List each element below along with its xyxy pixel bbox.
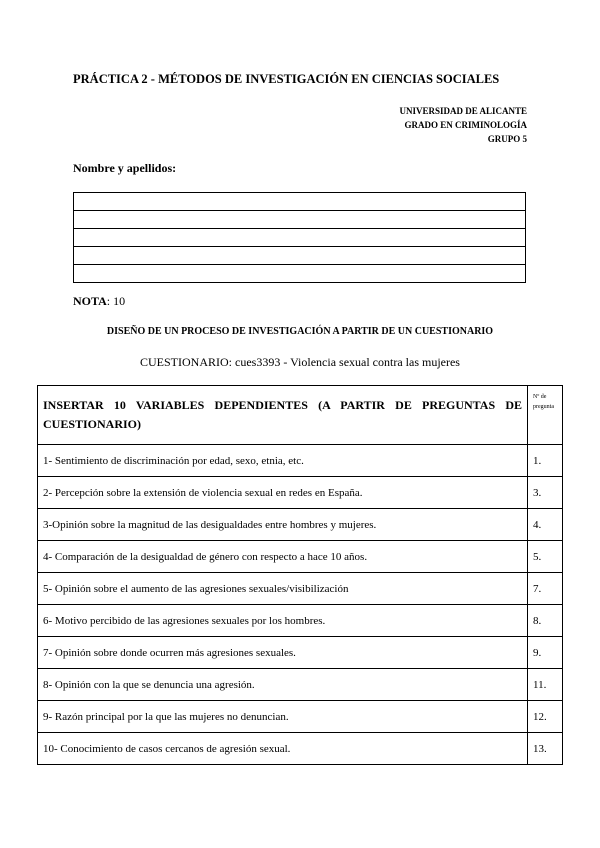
name-line[interactable] — [74, 265, 526, 283]
name-line[interactable] — [74, 247, 526, 265]
table-row — [38, 477, 563, 509]
group-name: GRUPO 5 — [487, 134, 527, 144]
table-row — [38, 733, 563, 765]
document-title: PRÁCTICA 2 - MÉTODOS DE INVESTIGACIÓN EN CIENCIAS SOCIALES — [73, 72, 500, 86]
grade-value: : 10 — [106, 294, 126, 308]
variable-cell: 3-Opinión sobre la magnitud de las desigualdades entre hombres y mujeres. — [38, 509, 528, 541]
question-number-cell: 12. — [528, 701, 563, 733]
variable-cell: 5- Opinión sobre el aumento de las agresiones sexuales/visibilización — [38, 573, 528, 605]
name-line[interactable] — [74, 193, 526, 211]
table-row — [38, 605, 563, 637]
question-number-cell: 13. — [528, 733, 563, 765]
variable-cell: 7- Opinión sobre donde ocurren más agresiones sexuales. — [38, 637, 528, 669]
name-line[interactable] — [74, 229, 526, 247]
table-row — [38, 637, 563, 669]
name-line[interactable] — [74, 211, 526, 229]
question-number-cell: 5. — [528, 541, 563, 573]
question-number-cell: 8. — [528, 605, 563, 637]
question-number-cell: 4. — [528, 509, 563, 541]
degree-name: GRADO EN CRIMINOLOGÍA — [404, 120, 527, 130]
table-row — [38, 573, 563, 605]
question-number-cell: 11. — [528, 669, 563, 701]
university-name: UNIVERSIDAD DE ALICANTE — [399, 106, 527, 116]
question-number-cell: 1. — [528, 445, 563, 477]
variable-cell: 9- Razón principal por la que las mujeres no denuncian. — [38, 701, 528, 733]
section-subtitle: DISEÑO DE UN PROCESO DE INVESTIGACIÓN A PARTIR DE UN CUESTIONARIO — [106, 326, 494, 337]
question-number-cell: 7. — [528, 573, 563, 605]
variables-table — [37, 385, 563, 765]
variable-cell: 4- Comparación de la desigualdad de género con respecto a hace 10 años. — [38, 541, 528, 573]
grade-label: NOTA — [73, 294, 107, 308]
variable-cell: 8- Opinión con la que se denuncia una agresión. — [38, 669, 528, 701]
table-row — [38, 669, 563, 701]
variable-cell: 6- Motivo percibido de las agresiones sexuales por los hombres. — [38, 605, 528, 637]
table-row — [38, 701, 563, 733]
question-number-cell: 3. — [528, 477, 563, 509]
table-row — [38, 509, 563, 541]
table-header-row — [38, 386, 563, 445]
name-label: Nombre y apellidos: — [73, 161, 177, 175]
variable-cell: 10- Conocimiento de casos cercanos de agresión sexual. — [38, 733, 528, 765]
variable-cell: 2- Percepción sobre la extensión de violencia sexual en redes en España. — [38, 477, 528, 509]
name-entry-box — [73, 192, 526, 283]
variable-cell: 1- Sentimiento de discriminación por edad, sexo, etnia, etc. — [38, 445, 528, 477]
table-row — [38, 541, 563, 573]
table-row — [38, 445, 563, 477]
question-number-header: Nº de pregunta — [528, 386, 563, 445]
questionnaire-line: CUESTIONARIO: cues3393 - Violencia sexual contra las mujeres — [140, 355, 460, 369]
question-number-cell: 9. — [528, 637, 563, 669]
table-header: INSERTAR 10 VARIABLES DEPENDIENTES (A PARTIR DE PREGUNTAS DE CUESTIONARIO) — [38, 386, 528, 445]
institution-block — [399, 104, 527, 146]
grade-line — [73, 294, 125, 309]
